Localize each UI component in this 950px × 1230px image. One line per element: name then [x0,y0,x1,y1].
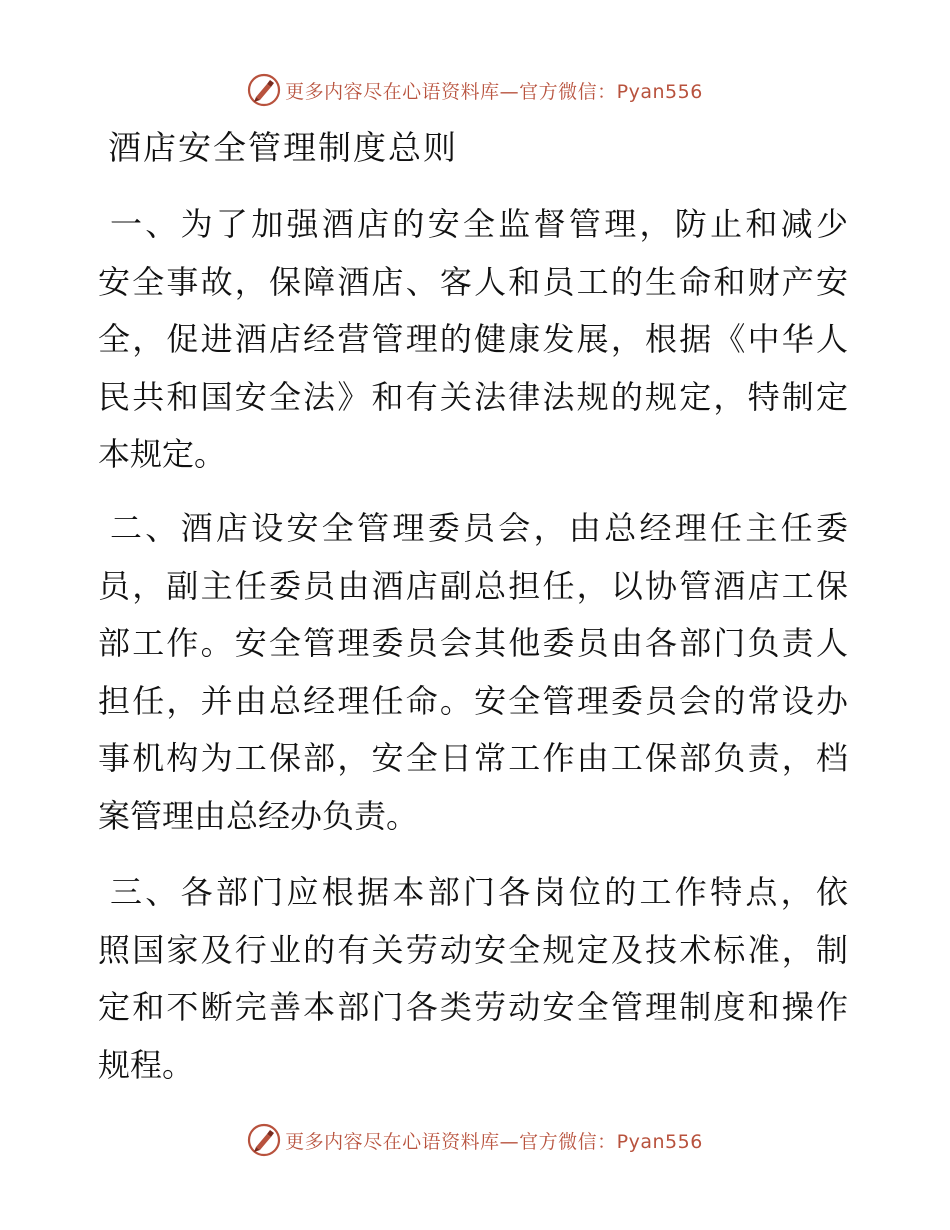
document-title: 酒店安全管理制度总则 [108,128,458,167]
paragraph-line: 本规定。 [98,435,227,473]
paragraph-1 [98,196,848,484]
paragraph-line: 定和不断完善本部门各类劳动安全管理制度和操作 [98,988,848,1026]
watermark-text: 更多内容尽在心语资料库—官方微信：Pyan556 [285,80,703,103]
paragraph-line: 规程。 [98,1045,195,1084]
watermark-banner-bottom [0,1120,950,1160]
paragraph-line: 全，促进酒店经营管理的健康发展，根据《中华人 [98,320,848,358]
paragraph-line: 担任，并由总经理任命。安全管理委员会的常设办 [98,681,848,720]
watermark-text: 更多内容尽在心语资料库—官方微信：Pyan556 [285,1130,703,1153]
paragraph-line: 民共和国安全法》和有关法律法规的规定，特制定 [98,377,848,416]
paragraph-line: 二、酒店设安全管理委员会，由总经理任主任委 [110,509,848,547]
paragraph-line: 员，副主任委员由酒店副总担任，以协管酒店工保 [98,566,848,605]
paragraph-2 [98,500,848,845]
paragraph-line: 案管理由总经办负责。 [98,796,419,835]
paragraph-3 [98,864,848,1094]
paragraph-line: 部工作。安全管理委员会其他委员由各部门负责人 [98,624,848,662]
paragraph-line: 三、各部门应根据本部门各岗位的工作特点，依 [110,873,848,911]
paragraph-line: 一、为了加强酒店的安全监督管理，防止和减少 [110,205,848,243]
paragraph-line: 事机构为工保部，安全日常工作由工保部负责，档 [98,739,848,777]
paragraph-line: 照国家及行业的有关劳动安全规定及技术标准，制 [98,930,848,969]
paragraph-line: 安全事故，保障酒店、客人和员工的生命和财产安 [98,262,848,301]
watermark-banner-top [0,70,950,110]
pen-logo-icon [247,1123,281,1157]
pen-logo-icon [247,73,281,107]
